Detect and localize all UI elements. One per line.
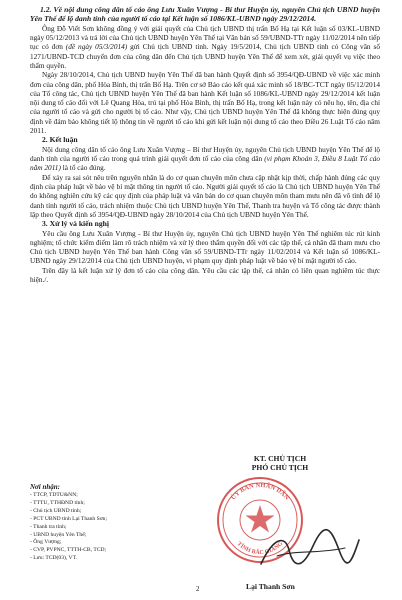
signature-block — [180, 454, 380, 473]
seal-bottom-text: TỈNH BẮC GIANG — [235, 541, 285, 557]
section-title-conclusion: 2. Kết luận — [42, 135, 78, 145]
recipient-item: - Chủ tịch UBND tỉnh; — [30, 507, 82, 514]
recipient-item: - PCT UBND tỉnh Lại Thanh Sơn; — [30, 515, 108, 522]
section-title-recommendations: 3. Xử lý và kiến nghị — [42, 219, 110, 229]
paragraph-recommendation: Yêu cầu ông Lưu Xuân Vượng - Bí thư Huyện ủy, nguyên Chủ tịch UBND huyện Yên Thế nghiêm túc rút kinh nghiệm; tổ chức kiểm điểm làm rõ trách nhiệm và xử lý theo thẩm quyền đối với các tập thể, cá nhân đã tham mưu cho Chủ tịch UBND huyện Yên Thế ban hành Công văn số 59/UBND-TTr ngày 11/02/2014 và Kết luận số 1086/KL-UBND ngày 29/12/2014 của Chủ tịch UBND huyện, vi phạm quy định pháp luật về bảo vệ bí mật người tố cáo. — [30, 228, 380, 266]
recipient-item: - Thanh tra tỉnh; — [30, 523, 67, 530]
paragraph-cause: Để xảy ra sai sót nêu trên nguyên nhân là do cơ quan chuyên môn chưa cập nhật kịp thời, chấp hành đúng các quy định của pháp luật về bảo vệ bí mật thông tin người tố cáo. Người giải quyết tố cáo là Chủ tịch UBND huyện Yên Thế do không nghiên cứu kỹ các quy định của pháp luật và văn bản do cơ quan chuyên môn tham mưu nên đã vô tình để lộ danh tính người tố cáo, trách nhiệm thuộc Chủ tịch UBND huyện Yên Thế, Thanh tra huyện và Tổ công tác được thành lập theo Quyết định số 3954/QĐ-UBND ngày 28/10/2014 của Chủ tịch UBND huyện Yên Thế. — [30, 172, 380, 219]
page-number: 2 — [196, 585, 200, 593]
seal-top-text: ỦY BAN NHÂN DÂN — [229, 481, 291, 502]
handwritten-signature-icon — [255, 520, 365, 580]
recipients-header: Nơi nhận: — [30, 483, 61, 491]
paragraph-do-viet-son — [30, 24, 380, 70]
signer-name: Lại Thanh Sơn — [246, 582, 295, 591]
paragraph-law-italic: (vi phạm Khoản 3, Điều 8 Luật Tố cáo năm 2011) — [30, 154, 380, 173]
paragraph-closing: Trên đây là kết luận xử lý đơn tố cáo của công dân. Yêu cầu các tập thể, cá nhân có liên quan nghiêm túc thực hiện./. — [30, 265, 380, 285]
recipient-item: - Ông Vượng; — [30, 539, 62, 546]
recipient-item: - TTCP, TDTU&NN; — [30, 492, 78, 498]
paragraph-decision: Ngày 28/10/2014, Chủ tịch UBND huyện Yên Thế đã ban hành Quyết định số 3954/QĐ-UBND về việc xác minh đơn của công dân, phố Hòa Bình, thị trấn Bố Hạ. Trên cơ sở Báo cáo kết quả xác minh số 18/BC-TCT ngày 05/12/2014 của Tổ công tác, Chủ tịch UBND huyện Yên Thế đã ban hành Kết luận số 1086/KL-UBND ngày 29/12/2014 kết luận nội dung tố cáo đối với Lê Quang Hòa, trú tại phố Hòa Bình, thị trấn Bố Hạ, trong kết luận này có nêu họ, tên, địa chỉ của người tố cáo và gửi cho người bị tố cáo. Như vậy, Chủ tịch UBND huyện Yên Thế đã không thực hiện đúng quy định về đảm bảo không tiết lộ thông tin về người tố cáo khi gửi kết luận nội dung tố cáo theo Điều 26 Luật Tố cáo năm 2011. — [30, 70, 380, 136]
paragraph-text: gửi Chủ tịch UBND tỉnh. Ngày 19/5/2014, Chủ tịch UBND tỉnh có Công văn số 1271/UBND-TCD chuyển đơn của công dân đến Chủ tịch UBND huyện Yên Thế để xem xét, giải quyết vụ việc theo thẩm quyền. — [30, 42, 381, 70]
recipients-list — [30, 483, 190, 563]
signature-title-kt: KT. CHỦ TỊCH — [253, 454, 307, 463]
paragraph-conclusion — [30, 145, 380, 173]
paragraph-text: Ông Đỗ Viết Sơn không đồng ý với giải quyết của Chủ tịch UBND thị trấn Bố Hạ tại Kết luận số 03/KL-UBND ngày 05/12/2013 và trả lời của Chủ tịch UBND huyện Yên Thế tại Văn bản số 59/UBND-TTr ngày 11/02/2014 nên tiếp tục có đơn — [30, 23, 380, 52]
paragraph-text: là tố cáo đúng. — [60, 163, 106, 173]
section-heading-1-2: 1.2. Về nội dung công dân tố cáo ông Lưu Xuân Vượng - Bí thư Huyện ủy, nguyên Chủ tịch UBND huyện Yên Thế để lộ danh tính của người tố cáo tại Kết luận số 1086/KL-UBND ngày 29/12/2014. — [30, 5, 380, 24]
paragraph-date-italic: (đề ngày 05/3/2014) — [65, 42, 128, 52]
recipient-item: - TTTU, TTHĐND tỉnh; — [30, 499, 85, 506]
signature-title-vice-chair: PHÓ CHỦ TỊCH — [251, 463, 309, 473]
document-body — [30, 5, 380, 284]
recipient-item: - CVP, PVPNC, TTTH-CB, TCD; — [30, 547, 107, 554]
paragraph-text: Nội dung công dân tố cáo ông Lưu Xuân Vượng – Bí thư Huyện ủy, nguyên Chủ tịch UBND huyện Yên Thế để lộ danh tính của người tố cáo trong quá trình giải quyết đơn tố cáo của công dân — [30, 144, 380, 164]
recipient-item: - UBND huyện Yên Thế; — [30, 531, 87, 538]
recipient-item: - Lưu: TCD(03), VT. — [30, 555, 77, 562]
